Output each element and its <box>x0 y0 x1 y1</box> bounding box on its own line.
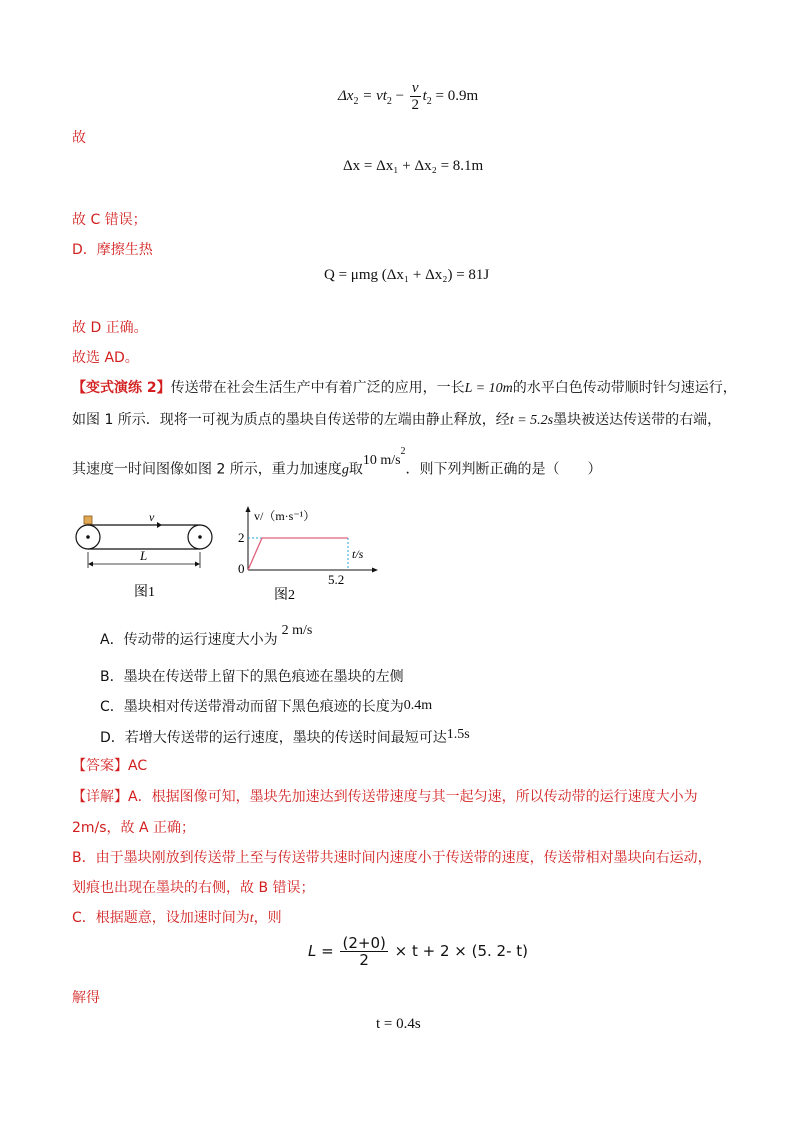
question-line-2: 如图 1 所示．现将一可视为质点的墨块自传送带的左端由静止释放，经t = 5.2s墨块被送达传送带的右端， <box>72 412 722 428</box>
origin-label: 0 <box>238 561 245 576</box>
text-gu: 故 <box>72 130 86 146</box>
L-label: L <box>140 548 148 563</box>
v-axis-arrow <box>246 506 251 512</box>
answer: 【答案】AC <box>72 758 148 774</box>
dim-arrow-right <box>195 562 200 567</box>
formula-L: L = $\frac{(2+0)}{2}$ × t + 2 × (5. 2- t) <box>308 934 528 969</box>
right-roller-axle <box>198 535 202 539</box>
explanation-b-line-2: 划痕也出现在墨块的右侧，故 B 错误； <box>72 880 315 896</box>
v-axis-label: v/（m·s⁻¹） <box>254 509 316 523</box>
explanation-b-line-1: B．由于墨块刚放到传送带上至与传送带共速时间内速度小于传送带的速度，传送带相对墨块向右运动， <box>72 850 712 866</box>
vt-curve <box>248 538 348 570</box>
formula-dx-total: Δx = Δx₁ + Δx₂ = 8.1m <box>343 158 484 174</box>
option-c: C．墨块相对传送带滑动而留下黑色痕迹的长度为0.4m <box>100 698 433 715</box>
text-d-label: D．摩擦生热 <box>72 242 153 258</box>
figure-2-vt-graph <box>228 502 388 610</box>
option-d: D．若增大传送带的运行速度，墨块的传送时间最短可达1.5s <box>100 727 470 746</box>
text-c-wrong: 故 C 错误； <box>72 212 147 228</box>
option-a: A．传动带的运行速度大小为2 m/s <box>100 623 313 648</box>
explanation-a-line-2: 2m/s，故 A 正确； <box>72 820 196 836</box>
text-choose-ad: 故选 AD。 <box>72 350 139 366</box>
question-line-1: 【变式演练 2】传送带在社会生活生产中有着广泛的应用，一长L = 10m的水平白色传动带顺时针匀速运行， <box>72 380 737 396</box>
text-d-correct: 故 D 正确。 <box>72 320 148 336</box>
text-jiede: 解得 <box>72 990 100 1006</box>
figure-1-caption: 图1 <box>134 585 155 600</box>
t-axis-arrow <box>372 568 378 573</box>
formula-dx2: $\Delta x_2 = vt_2$ − $\frac{v}{2}$ $t_2 = 0.9m$ <box>338 80 479 113</box>
explanation-a-line-1: 【详解】A．根据图像可知，墨块先加速达到传送带速度与其一起匀速，所以传动带的运行速度大小为 <box>72 789 698 805</box>
left-roller-axle <box>86 535 90 539</box>
v-label: v <box>149 510 155 524</box>
x-tick-5-2: 5.2 <box>328 572 345 587</box>
question-line-3: 其速度一时间图像如图 2 所示，重力加速度g取10 $m/s^2$．则下列判断正确的是（ ） <box>72 446 602 478</box>
figure-2-caption: 图2 <box>274 588 295 603</box>
dim-arrow-left <box>88 562 93 567</box>
y-tick-2: 2 <box>238 530 245 545</box>
option-b: B．墨块在传送带上留下的黑色痕迹在墨块的左侧 <box>100 669 404 685</box>
figure-1-conveyor <box>72 508 222 608</box>
t-axis-label: t/s <box>352 547 364 561</box>
variant-tag: 【变式演练 2】 <box>72 380 171 396</box>
formula-t-result: t = 0.4s <box>376 1016 421 1032</box>
ink-block <box>84 516 92 524</box>
explanation-c-line-1: C．根据题意，设加速时间为t，则 <box>72 910 282 926</box>
formula-q: Q = μmg (Δx₁ + Δx₂) = 81J <box>324 267 490 283</box>
